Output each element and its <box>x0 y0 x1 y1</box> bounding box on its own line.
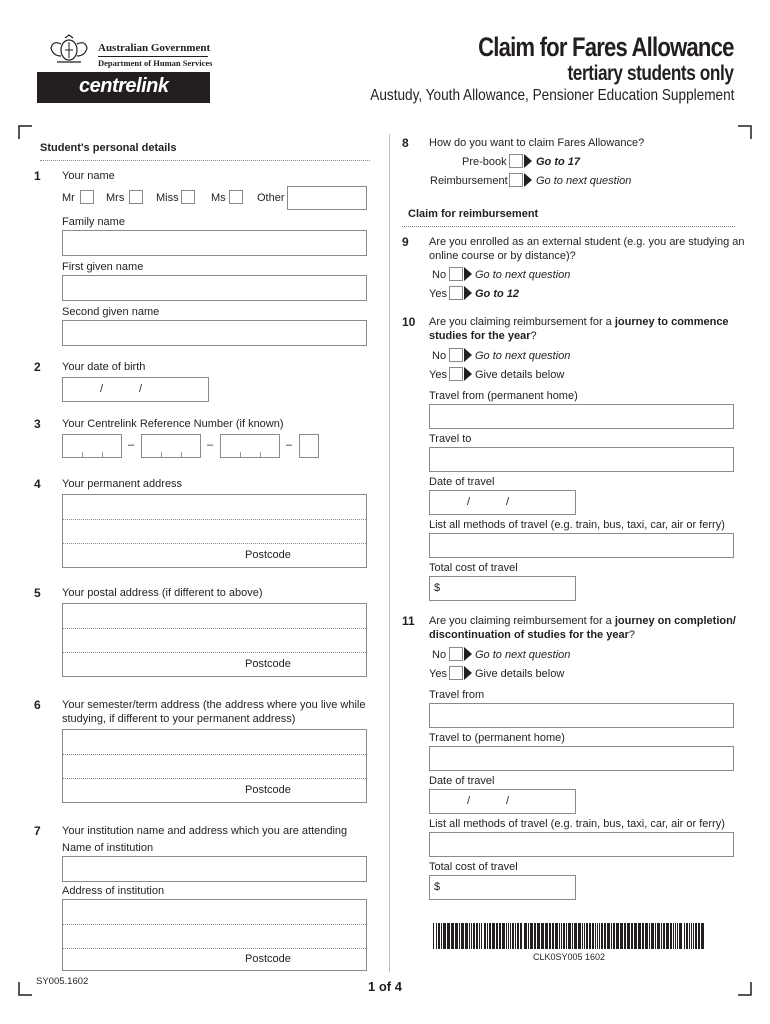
q10-no-goto: Go to next question <box>475 350 571 362</box>
q11-yes-goto: Give details below <box>475 668 565 680</box>
q10-yes-checkbox[interactable] <box>449 367 463 381</box>
q11-travel-to-field[interactable] <box>429 746 734 771</box>
prebook-checkbox[interactable] <box>509 154 523 168</box>
title-mr-label: Mr <box>62 192 75 204</box>
institution-address-label: Address of institution <box>62 885 165 897</box>
prebook-goto: Go to 17 <box>536 156 581 168</box>
barcode-icon <box>433 923 705 949</box>
q11-date-field[interactable] <box>429 789 576 814</box>
q11-methods-field[interactable] <box>429 832 734 857</box>
crn-segment-3[interactable] <box>220 434 280 458</box>
q11-yes-arrow-icon <box>464 666 472 680</box>
semester-address-field[interactable] <box>62 729 367 803</box>
q10-yes-arrow-icon <box>464 367 472 381</box>
form-code: SY005.1602 <box>36 976 89 987</box>
q6-label-line1: Your semester/term address (the address where you live while <box>62 699 366 711</box>
reimbursement-arrow-icon <box>524 173 532 187</box>
q10-no-checkbox[interactable] <box>449 348 463 362</box>
q11-no-arrow-icon <box>464 647 472 661</box>
q10-methods-field[interactable] <box>429 533 734 558</box>
q10-dollar-sign: $ <box>434 582 441 594</box>
title-other-field[interactable] <box>287 186 367 210</box>
q6-number: 6 <box>34 698 41 712</box>
q9-no-arrow-icon <box>464 267 472 281</box>
q10-travel-to-field[interactable] <box>429 447 734 472</box>
q11-label-line1: Are you claiming reimbursement for a journey on completion/ <box>429 615 736 627</box>
institution-name-label: Name of institution <box>62 842 154 854</box>
q9-yes-goto: Go to 12 <box>475 288 520 300</box>
institution-name-field[interactable] <box>62 856 367 882</box>
q10-no-arrow-icon <box>464 348 472 362</box>
title-ms-checkbox[interactable] <box>229 190 243 204</box>
q10-travel-from-label: Travel from (permanent home) <box>429 390 578 402</box>
q11-cost-field[interactable] <box>429 875 576 900</box>
q1-number: 1 <box>34 169 41 183</box>
q10-yes-goto: Give details below <box>475 369 565 381</box>
q11-no-checkbox[interactable] <box>449 647 463 661</box>
q10-date-slash-1: / <box>467 496 471 508</box>
q11-label-line2: discontinuation of studies for the year? <box>429 629 635 641</box>
permanent-address-field[interactable] <box>62 494 367 568</box>
q3-label: Your Centrelink Reference Number (if known) <box>62 418 284 430</box>
q10-travel-to-label: Travel to <box>429 433 472 445</box>
semester-postcode-label: Postcode <box>245 784 291 796</box>
q10-yes-label: Yes <box>429 369 447 381</box>
centrelink-wordmark: centrelink <box>79 75 169 97</box>
q10-date-label: Date of travel <box>429 476 495 488</box>
q11-cost-label: Total cost of travel <box>429 861 518 873</box>
q11-dollar-sign: $ <box>434 881 441 893</box>
title-mrs-label: Mrs <box>106 192 125 204</box>
section-claim-reimbursement: Claim for reimbursement <box>408 208 539 220</box>
q10-label-line2: studies for the year? <box>429 330 537 342</box>
crn-segment-1[interactable] <box>62 434 122 458</box>
q9-yes-arrow-icon <box>464 286 472 300</box>
section-personal-details: Student's personal details <box>40 142 177 154</box>
crn-segment-4[interactable] <box>299 434 319 458</box>
title-miss-label: Miss <box>156 192 179 204</box>
reimbursement-goto: Go to next question <box>536 175 632 187</box>
title-mrs-checkbox[interactable] <box>129 190 143 204</box>
page-number: 1 of 4 <box>368 979 402 994</box>
q6-label-line2: studying, if different to your permanent address) <box>62 713 296 725</box>
q8-label: How do you want to claim Fares Allowance? <box>429 137 645 149</box>
q9-no-goto: Go to next question <box>475 269 571 281</box>
page-title: Claim for Fares Allowance <box>478 32 734 62</box>
q2-number: 2 <box>34 360 41 374</box>
q11-no-goto: Go to next question <box>475 649 571 661</box>
title-other-label: Other <box>257 192 285 204</box>
q10-travel-from-field[interactable] <box>429 404 734 429</box>
q9-yes-checkbox[interactable] <box>449 286 463 300</box>
q11-date-slash-2: / <box>506 795 510 807</box>
q9-yes-label: Yes <box>429 288 447 300</box>
q2-label: Your date of birth <box>62 361 146 373</box>
institution-address-field[interactable] <box>62 899 367 971</box>
q10-methods-label: List all methods of travel (e.g. train, bus, taxi, car, air or ferry) <box>429 519 725 531</box>
programs-line: Austudy, Youth Allowance, Pensioner Education Supplement <box>369 87 734 104</box>
family-name-label: Family name <box>62 216 125 228</box>
postal-postcode-label: Postcode <box>245 658 291 670</box>
q9-no-label: No <box>432 269 447 281</box>
reimbursement-checkbox[interactable] <box>509 173 523 187</box>
family-name-field[interactable] <box>62 230 367 256</box>
dob-slash-1: / <box>100 383 104 395</box>
q10-cost-label: Total cost of travel <box>429 562 518 574</box>
postal-address-field[interactable] <box>62 603 367 677</box>
q11-travel-from-field[interactable] <box>429 703 734 728</box>
institution-postcode-label: Postcode <box>245 953 291 965</box>
q5-label: Your postal address (if different to above) <box>62 587 263 599</box>
q10-date-field[interactable] <box>429 490 576 515</box>
q10-date-slash-2: / <box>506 496 510 508</box>
prebook-arrow-icon <box>524 154 532 168</box>
q11-methods-label: List all methods of travel (e.g. train, bus, taxi, car, air or ferry) <box>429 818 725 830</box>
gov-crest-icon <box>47 34 91 66</box>
q11-yes-checkbox[interactable] <box>449 666 463 680</box>
title-ms-label: Ms <box>211 192 226 204</box>
q11-number: 11 <box>402 614 415 628</box>
title-miss-checkbox[interactable] <box>181 190 195 204</box>
q9-no-checkbox[interactable] <box>449 267 463 281</box>
first-given-name-label: First given name <box>62 261 144 273</box>
crn-segment-2[interactable] <box>141 434 201 458</box>
q8-number: 8 <box>402 136 409 150</box>
first-given-name-field[interactable] <box>62 275 367 301</box>
page-subtitle: tertiary students only <box>567 62 734 85</box>
q11-travel-from-label: Travel from <box>429 689 485 701</box>
centrelink-logo <box>37 72 210 103</box>
q11-travel-to-label: Travel to (permanent home) <box>429 732 565 744</box>
q10-cost-field[interactable] <box>429 576 576 601</box>
q4-number: 4 <box>34 477 41 491</box>
q11-date-slash-1: / <box>467 795 471 807</box>
title-mr-checkbox[interactable] <box>80 190 94 204</box>
crn-dash-3: – <box>286 439 293 451</box>
permanent-postcode-label: Postcode <box>245 549 291 561</box>
reimbursement-label: Reimbursement <box>430 175 508 187</box>
q7-number: 7 <box>34 824 41 838</box>
q7-label: Your institution name and address which you are attending <box>62 825 348 837</box>
q9-label-line1: Are you enrolled as an external student (e.g. you are studying an <box>429 236 745 248</box>
prebook-label: Pre-book <box>462 156 507 168</box>
second-given-name-field[interactable] <box>62 320 367 346</box>
q3-number: 3 <box>34 417 41 431</box>
gov-name: Australian Government <box>98 42 211 54</box>
q10-no-label: No <box>432 350 447 362</box>
dob-slash-2: / <box>139 383 143 395</box>
q10-label-line1: Are you claiming reimbursement for a journey to commence <box>429 316 729 328</box>
q11-yes-label: Yes <box>429 668 447 680</box>
q4-label: Your permanent address <box>62 478 183 490</box>
q9-label-line2: online course or by distance)? <box>429 250 576 262</box>
date-of-birth-field[interactable] <box>62 377 209 402</box>
barcode-text: CLK0SY005 1602 <box>533 952 606 962</box>
department-name: Department of Human Services <box>98 58 213 68</box>
crn-dash-1: – <box>128 439 135 451</box>
second-given-name-label: Second given name <box>62 306 160 318</box>
crn-dash-2: – <box>207 439 214 451</box>
q10-number: 10 <box>402 315 416 329</box>
q9-number: 9 <box>402 235 409 249</box>
q1-label: Your name <box>62 170 115 182</box>
q11-no-label: No <box>432 649 447 661</box>
q5-number: 5 <box>34 586 41 600</box>
q11-date-label: Date of travel <box>429 775 495 787</box>
